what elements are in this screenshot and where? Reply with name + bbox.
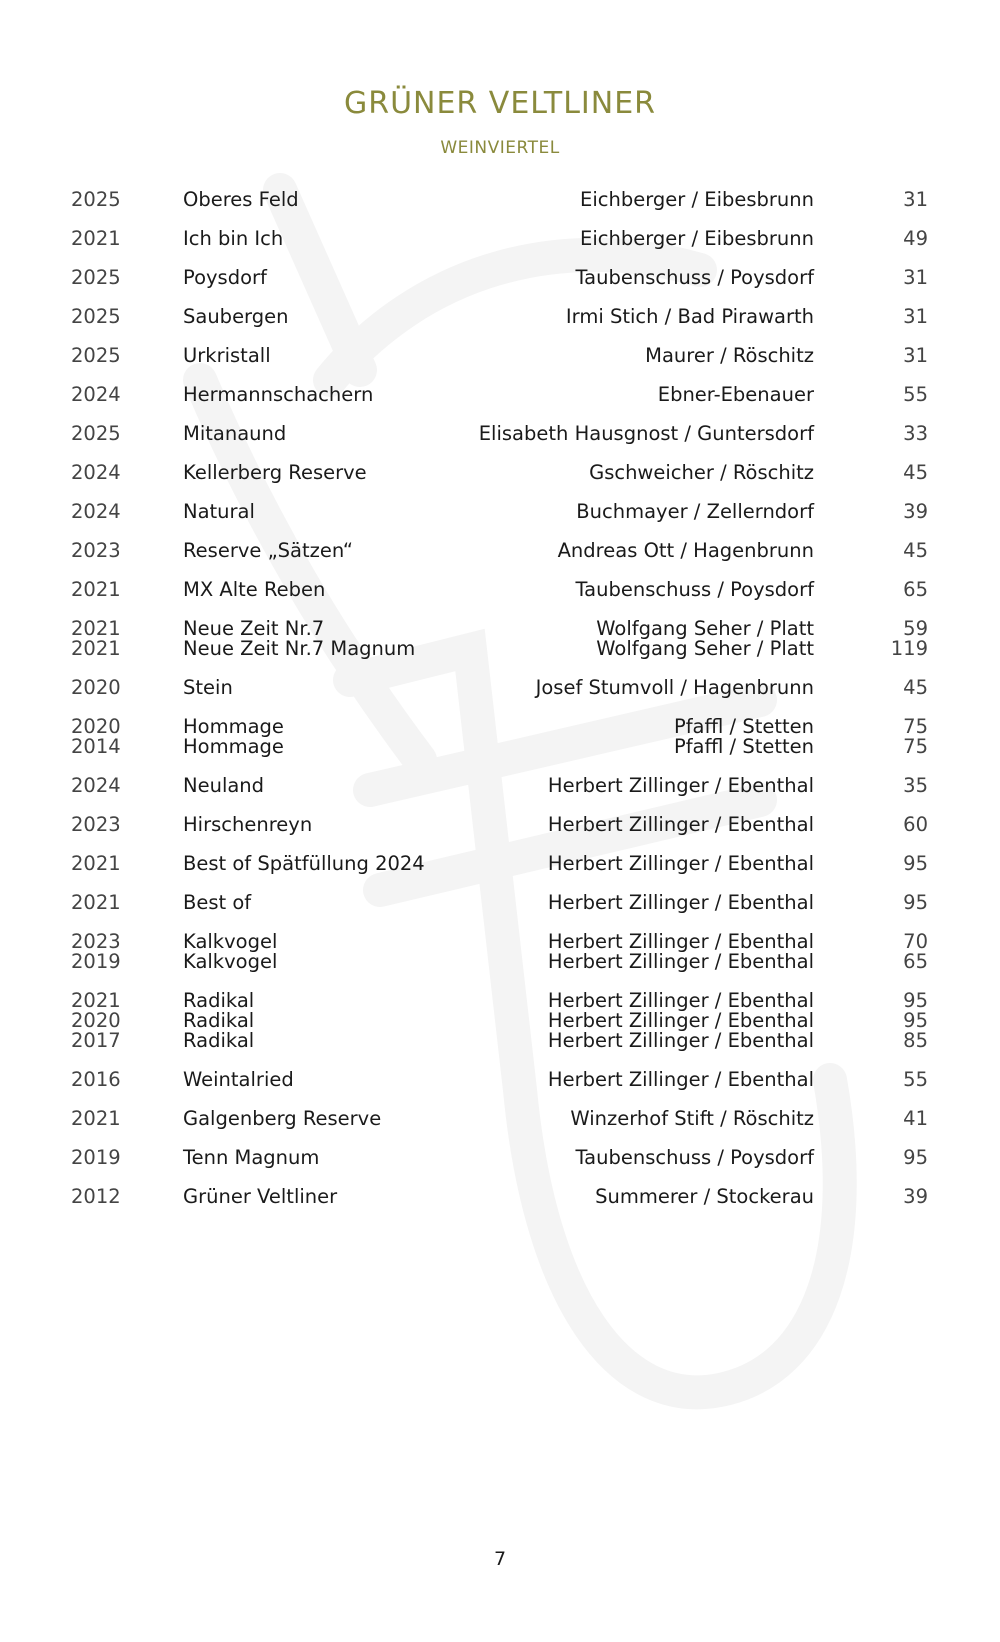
wine-producer-column [566,307,814,327]
wine-producer: Herbert Zillinger / Ebenthal [547,774,814,797]
wine-year: 2021 [71,578,121,601]
wine-entry-group [0,619,1000,659]
wine-entry-group [0,1187,1000,1207]
wine-year: 2021 [71,852,121,875]
wine-entry-group [0,541,1000,561]
wine-year: 2021 [71,227,121,250]
wine-producer-column [548,893,814,913]
wine-producer: Summerer / Stockerau [595,1185,814,1208]
wine-price: 85 [903,1029,928,1052]
wine-name-column [183,385,483,405]
wine-producer: Herbert Zillinger / Ebenthal [547,852,814,875]
wine-producer: Pfaffl / Stetten [673,735,814,758]
wine-producer: Herbert Zillinger / Ebenthal [547,989,814,1012]
wine-year-column [71,268,183,288]
wine-name-column [183,1070,483,1090]
wine-name: Reserve „Sätzen“ [183,539,353,562]
wine-producer: Herbert Zillinger / Ebenthal [547,1029,814,1052]
wine-producer: Buchmayer / Zellerndorf [576,500,814,523]
wine-price-column [903,541,928,561]
wine-price-column [903,385,928,405]
wine-producer-column [548,1070,814,1090]
wine-price-column [903,1070,928,1090]
wine-year: 2019 [71,950,121,973]
wine-entry-group [0,463,1000,483]
wine-year: 2023 [71,930,121,953]
wine-entry-group [0,346,1000,366]
wine-year-column [71,991,183,1051]
wine-price-column [903,932,928,972]
wine-year-column [71,1187,183,1207]
wine-price-column [903,854,928,874]
wine-year: 2021 [71,891,121,914]
wine-price-column [903,1109,928,1129]
wine-year: 2020 [71,1009,121,1032]
wine-name: Galgenberg Reserve [183,1107,382,1130]
wine-producer-column [536,678,814,698]
wine-price: 33 [903,422,928,445]
wine-producer-column [580,190,814,210]
wine-producer: Herbert Zillinger / Ebenthal [547,930,814,953]
wine-entry-group [0,991,1000,1051]
wine-year-column [71,717,183,757]
wine-year-column [71,776,183,796]
wine-name-column [183,717,483,757]
wine-year-column [71,190,183,210]
wine-name-column [183,424,483,444]
wine-producer-column [658,385,814,405]
wine-price-column [903,190,928,210]
wine-producer-column [645,346,814,366]
wine-entry-group [0,678,1000,698]
wine-producer: Ebner-Ebenauer [657,383,814,406]
page-number: 7 [493,1548,507,1570]
wine-name: Kalkvogel [183,930,278,953]
wine-price: 41 [903,1107,928,1130]
wine-price: 75 [903,735,928,758]
wine-entry-group [0,776,1000,796]
wine-year: 2025 [71,305,121,328]
wine-producer: Herbert Zillinger / Ebenthal [547,950,814,973]
wine-name-column [183,190,483,210]
wine-year-column [71,229,183,249]
wine-name-column [183,268,483,288]
wine-year: 2019 [71,1146,121,1169]
wine-year: 2024 [71,500,121,523]
wine-year-column [71,619,183,659]
wine-year-column [71,385,183,405]
wine-year-column [71,463,183,483]
wine-price: 70 [903,930,928,953]
wine-name: Tenn Magnum [183,1146,320,1169]
wine-price-column [903,991,928,1051]
wine-producer: Eichberger / Eibesbrunn [580,227,814,250]
wine-name-column [183,893,483,913]
wine-year-column [71,541,183,561]
wine-price-column [903,424,928,444]
wine-price-column [903,307,928,327]
wine-producer-column [548,776,814,796]
wine-year-column [71,815,183,835]
wine-name: Best of [183,891,252,914]
wine-name: Hommage [183,715,284,738]
wine-producer: Taubenschuss / Poysdorf [575,266,814,289]
wine-producer: Josef Stumvoll / Hagenbrunn [535,676,814,699]
wine-producer: Herbert Zillinger / Ebenthal [547,1009,814,1032]
wine-producer: Irmi Stich / Bad Pirawarth [565,305,814,328]
wine-producer-column [548,815,814,835]
wine-list [0,190,1000,1226]
wine-producer: Herbert Zillinger / Ebenthal [547,1068,814,1091]
wine-entry-group [0,893,1000,913]
wine-producer-column [570,1109,814,1129]
wine-price-column [903,580,928,600]
wine-year: 2021 [71,1107,121,1130]
wine-year: 2023 [71,813,121,836]
wine-entry-group [0,307,1000,327]
wine-producer-column [596,619,814,659]
wine-year-column [71,1109,183,1129]
wine-producer: Wolfgang Seher / Platt [596,637,814,660]
wine-year-column [71,854,183,874]
wine-year: 2025 [71,344,121,367]
wine-name-column [183,678,483,698]
wine-name: Hirschenreyn [183,813,313,836]
wine-name: Best of Spätfüllung 2024 [183,852,425,875]
wine-year: 2021 [71,617,121,640]
wine-price: 45 [903,539,928,562]
wine-name: Radikal [183,1009,255,1032]
wine-year-column [71,502,183,522]
wine-price: 45 [903,676,928,699]
wine-entry-group [0,1148,1000,1168]
wine-producer: Gschweicher / Röschitz [589,461,814,484]
wine-year: 2021 [71,637,121,660]
wine-name: Mitanaund [183,422,287,445]
wine-producer-column [576,1148,815,1168]
wine-price-column [903,229,928,249]
wine-name: Kalkvogel [183,950,278,973]
wine-price: 95 [903,852,928,875]
wine-name: Hermannschachern [183,383,374,406]
wine-name: MX Alte Reben [183,578,326,601]
wine-price: 49 [903,227,928,250]
wine-name-column [183,1148,483,1168]
wine-price: 60 [903,813,928,836]
wine-year-column [71,893,183,913]
wine-price: 95 [903,891,928,914]
wine-price: 95 [903,989,928,1012]
wine-name: Neue Zeit Nr.7 [183,617,325,640]
wine-price: 75 [903,715,928,738]
wine-name: Ich bin Ich [183,227,284,250]
wine-name: Kellerberg Reserve [183,461,367,484]
wine-name: Neuland [183,774,265,797]
wine-entry-group [0,854,1000,874]
wine-year-column [71,580,183,600]
wine-entry-group [0,932,1000,972]
wine-year: 2020 [71,715,121,738]
wine-producer: Elisabeth Hausgnost / Guntersdorf [478,422,814,445]
wine-year-column [71,1070,183,1090]
region-subtitle: WEINVIERTEL [440,138,560,158]
wine-price: 95 [903,1146,928,1169]
wine-producer: Winzerhof Stift / Röschitz [570,1107,814,1130]
wine-price: 55 [903,383,928,406]
wine-price: 35 [903,774,928,797]
wine-name-column [183,854,483,874]
wine-producer: Pfaffl / Stetten [673,715,814,738]
wine-year: 2017 [71,1029,121,1052]
wine-year: 2014 [71,735,121,758]
wine-year: 2024 [71,774,121,797]
wine-price: 39 [903,1185,928,1208]
wine-name: Grüner Veltliner [183,1185,338,1208]
wine-entry-group [0,717,1000,757]
wine-producer-column [589,463,814,483]
wine-producer-column [580,229,814,249]
wine-name-column [183,346,483,366]
wine-price-column [891,619,928,659]
wine-price-column [903,893,928,913]
wine-price: 31 [903,305,928,328]
wine-name: Hommage [183,735,284,758]
wine-entry-group [0,229,1000,249]
wine-producer-column [548,991,814,1051]
wine-producer-column [674,717,814,757]
wine-price: 95 [903,1009,928,1032]
wine-price: 65 [903,578,928,601]
wine-price-column [903,463,928,483]
wine-name-column [183,580,483,600]
wine-name-column [183,776,483,796]
wine-producer: Herbert Zillinger / Ebenthal [547,891,814,914]
wine-year-column [71,678,183,698]
wine-year-column [71,424,183,444]
wine-name: Poysdorf [183,266,267,289]
wine-name-column [183,502,483,522]
wine-year: 2021 [71,989,121,1012]
wine-price-column [903,268,928,288]
page-title: GRÜNER VELTLINER [343,86,656,121]
wine-price-column [903,678,928,698]
wine-entry-group [0,580,1000,600]
wine-price: 59 [903,617,928,640]
wine-price-column [903,1187,928,1207]
wine-name-column [183,229,483,249]
wine-name-column [183,619,483,659]
wine-producer: Maurer / Röschitz [645,344,814,367]
wine-producer-column [548,854,814,874]
wine-price: 45 [903,461,928,484]
wine-year-column [71,346,183,366]
wine-entry-group [0,502,1000,522]
wine-price: 65 [903,950,928,973]
wine-producer-column [479,424,814,444]
wine-price: 119 [890,637,928,660]
wine-entry-group [0,190,1000,210]
wine-price: 39 [903,500,928,523]
wine-price-column [903,815,928,835]
wine-entry-group [0,815,1000,835]
wine-year: 2025 [71,188,121,211]
wine-name-column [183,307,483,327]
wine-name: Radikal [183,989,255,1012]
wine-name-column [183,1109,483,1129]
wine-entry-group [0,424,1000,444]
wine-price-column [903,776,928,796]
wine-producer-column [548,932,814,972]
wine-year: 2025 [71,422,121,445]
wine-year: 2023 [71,539,121,562]
wine-producer-column [576,580,815,600]
wine-entry-group [0,1070,1000,1090]
wine-producer: Wolfgang Seher / Platt [596,617,814,640]
wine-producer-column [576,502,814,522]
wine-name: Weintalried [183,1068,294,1091]
wine-year: 2025 [71,266,121,289]
wine-year: 2012 [71,1185,121,1208]
wine-name-column [183,991,483,1051]
wine-name: Radikal [183,1029,255,1052]
wine-price: 31 [903,344,928,367]
wine-year: 2024 [71,383,121,406]
wine-name-column [183,1187,483,1207]
wine-price: 31 [903,266,928,289]
wine-price-column [903,717,928,757]
wine-name-column [183,815,483,835]
wine-name: Urkristall [183,344,271,367]
wine-producer-column [558,541,814,561]
wine-name-column [183,541,483,561]
wine-entry-group [0,385,1000,405]
wine-price-column [903,346,928,366]
wine-name-column [183,932,483,972]
wine-name-column [183,463,483,483]
wine-producer: Herbert Zillinger / Ebenthal [547,813,814,836]
wine-name: Stein [183,676,233,699]
wine-price: 31 [903,188,928,211]
wine-entry-group [0,1109,1000,1129]
wine-year: 2024 [71,461,121,484]
wine-year-column [71,307,183,327]
wine-producer-column [576,268,815,288]
wine-producer: Taubenschuss / Poysdorf [575,1146,814,1169]
wine-name: Saubergen [183,305,289,328]
wine-name: Neue Zeit Nr.7 Magnum [183,637,416,660]
wine-producer: Andreas Ott / Hagenbrunn [557,539,814,562]
wine-producer-column [595,1187,814,1207]
wine-price-column [903,502,928,522]
wine-price: 55 [903,1068,928,1091]
wine-year: 2016 [71,1068,121,1091]
wine-price-column [903,1148,928,1168]
wine-name: Natural [183,500,255,523]
wine-producer: Taubenschuss / Poysdorf [575,578,814,601]
wine-year: 2020 [71,676,121,699]
wine-entry-group [0,268,1000,288]
wine-producer: Eichberger / Eibesbrunn [580,188,814,211]
wine-year-column [71,932,183,972]
wine-year-column [71,1148,183,1168]
wine-name: Oberes Feld [183,188,299,211]
